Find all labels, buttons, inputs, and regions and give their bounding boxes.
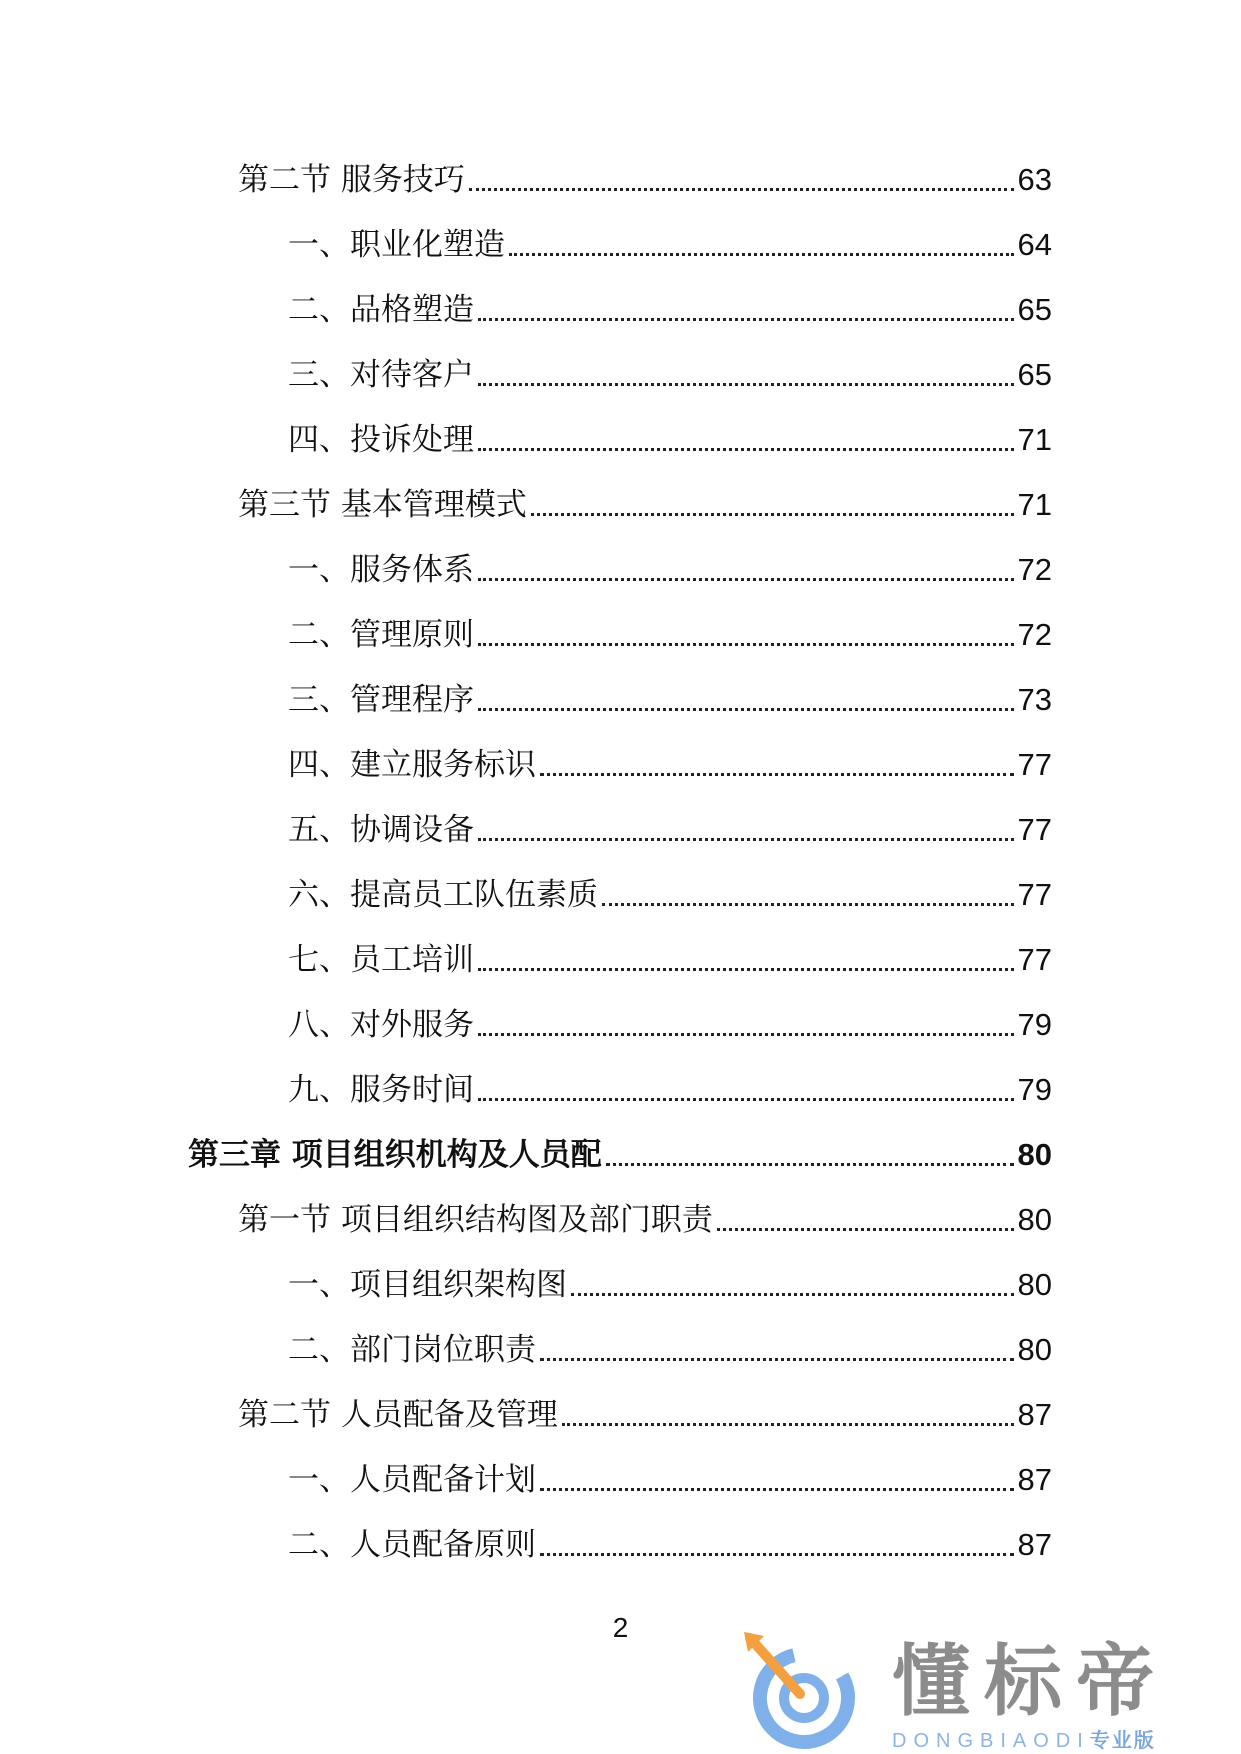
watermark-subtitle-latin: DONGBIAODI: [892, 1730, 1090, 1752]
toc-entry[interactable]: [288, 1070, 1052, 1110]
toc-entry-title: 一、服务体系: [288, 552, 474, 588]
toc-dot-leader: [478, 577, 1014, 581]
toc-entry-page: 72: [1017, 617, 1052, 652]
toc-entry-title: 八、对外服务: [288, 1007, 474, 1043]
toc-entry-page: 77: [1017, 942, 1052, 977]
toc-entry-page: 65: [1017, 357, 1052, 392]
toc-entry-title: 第二节 人员配备及管理: [238, 1397, 558, 1433]
toc-dot-leader: [478, 967, 1014, 971]
toc-entry-title: 三、对待客户: [288, 357, 474, 393]
toc-dot-leader: [571, 1292, 1014, 1296]
toc-entry[interactable]: [288, 1330, 1052, 1370]
toc-entry[interactable]: [288, 1525, 1052, 1565]
watermark-subtitle: [892, 1724, 1156, 1753]
toc-entry[interactable]: [288, 1265, 1052, 1305]
toc-entry[interactable]: [288, 420, 1052, 460]
target-logo-icon: [742, 1632, 862, 1750]
toc-entry-title: 第二节 服务技巧: [238, 162, 465, 198]
toc-dot-leader: [469, 187, 1014, 191]
toc-dot-leader: [531, 512, 1014, 516]
toc-dot-leader: [540, 1357, 1014, 1361]
toc-entry[interactable]: [238, 1395, 1052, 1435]
toc-entry-page: 87: [1017, 1397, 1052, 1432]
toc-entry-page: 71: [1017, 422, 1052, 457]
toc-dot-leader: [509, 252, 1014, 256]
toc-entry-page: 87: [1017, 1462, 1052, 1497]
toc-entry[interactable]: [238, 160, 1052, 200]
toc-entry[interactable]: [188, 1135, 1052, 1175]
toc-entry-page: 77: [1017, 747, 1052, 782]
toc-entry[interactable]: [288, 615, 1052, 655]
toc-entry-page: 80: [1017, 1267, 1052, 1302]
toc-entry-title: 二、人员配备原则: [288, 1527, 536, 1563]
toc-entry-title: 七、员工培训: [288, 942, 474, 978]
toc-entry[interactable]: [238, 1200, 1052, 1240]
toc-entry-page: 65: [1017, 292, 1052, 327]
toc-entry-page: 77: [1017, 877, 1052, 912]
toc-entry-title: 二、品格塑造: [288, 292, 474, 328]
toc-dot-leader: [478, 382, 1014, 386]
toc-dot-leader: [540, 1487, 1014, 1491]
toc-entry-page: 72: [1017, 552, 1052, 587]
toc-entry-title: 一、人员配备计划: [288, 1462, 536, 1498]
toc-entry[interactable]: [288, 810, 1052, 850]
toc-entry-page: 77: [1017, 812, 1052, 847]
toc-entry-title: 一、项目组织架构图: [288, 1267, 567, 1303]
toc-dot-leader: [602, 902, 1014, 906]
toc-entry-title: 九、服务时间: [288, 1072, 474, 1108]
toc-entry[interactable]: [288, 550, 1052, 590]
toc-entry-title: 五、协调设备: [288, 812, 474, 848]
toc-entry-title: 二、管理原则: [288, 617, 474, 653]
toc-entry-title: 第三章 项目组织机构及人员配: [188, 1137, 602, 1173]
toc-entry-title: 第一节 项目组织结构图及部门职责: [238, 1202, 713, 1238]
toc-dot-leader: [478, 642, 1014, 646]
toc-dot-leader: [478, 707, 1014, 711]
toc-entry[interactable]: [288, 745, 1052, 785]
toc-entry[interactable]: [288, 940, 1052, 980]
page-number: 2: [612, 1612, 629, 1643]
toc-dot-leader: [540, 1552, 1014, 1556]
toc-entry[interactable]: [288, 875, 1052, 915]
watermark-brand: 懂标帝: [892, 1637, 1169, 1727]
toc-dot-leader: [478, 837, 1014, 841]
toc-dot-leader: [562, 1422, 1014, 1426]
toc-entry-title: 二、部门岗位职责: [288, 1332, 536, 1368]
toc-entry-page: 80: [1017, 1137, 1052, 1172]
toc-entry[interactable]: [288, 355, 1052, 395]
toc-entry-title: 第三节 基本管理模式: [238, 487, 527, 523]
toc-entry-title: 四、建立服务标识: [288, 747, 536, 783]
toc-entry[interactable]: [288, 1460, 1052, 1500]
toc-dot-leader: [606, 1162, 1014, 1166]
toc-entry[interactable]: [288, 290, 1052, 330]
toc-entry-title: 六、提高员工队伍素质: [288, 877, 598, 913]
toc-entry[interactable]: [288, 225, 1052, 265]
toc-entry-page: 63: [1017, 162, 1052, 197]
toc-entry-title: 四、投诉处理: [288, 422, 474, 458]
toc-dot-leader: [478, 317, 1014, 321]
toc-entry[interactable]: [238, 485, 1052, 525]
toc-entry-title: 一、职业化塑造: [288, 227, 505, 263]
toc-entry-page: 73: [1017, 682, 1052, 717]
toc-dot-leader: [478, 1032, 1014, 1036]
watermark: [742, 1632, 1222, 1750]
toc-entry-page: 87: [1017, 1527, 1052, 1562]
toc-entry-page: 79: [1017, 1007, 1052, 1042]
toc-entry-page: 80: [1017, 1202, 1052, 1237]
toc-entry-page: 71: [1017, 487, 1052, 522]
toc-dot-leader: [478, 1097, 1014, 1101]
toc-dot-leader: [478, 447, 1014, 451]
toc-dot-leader: [717, 1227, 1014, 1231]
toc-entry-page: 80: [1017, 1332, 1052, 1367]
toc-entry-page: 64: [1017, 227, 1052, 262]
toc-entry-page: 79: [1017, 1072, 1052, 1107]
toc-entry-title: 三、管理程序: [288, 682, 474, 718]
toc-entry[interactable]: [288, 680, 1052, 720]
watermark-subtitle-zh: 专业版: [1089, 1728, 1156, 1752]
toc-entry[interactable]: [288, 1005, 1052, 1045]
toc-dot-leader: [540, 772, 1014, 776]
